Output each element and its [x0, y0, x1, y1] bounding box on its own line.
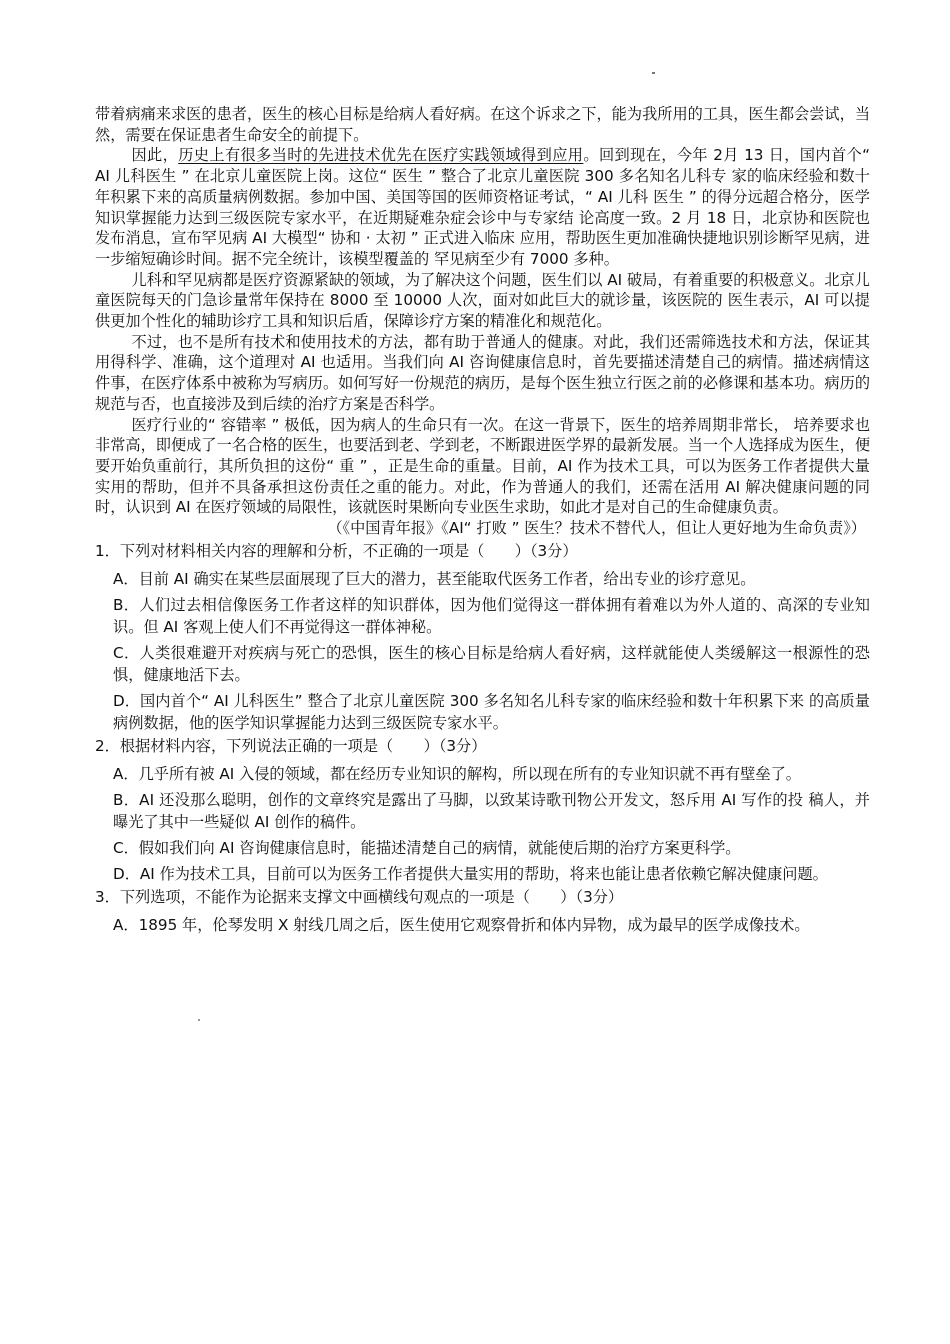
scan-mark — [198, 1019, 200, 1021]
paragraph-4: 不过，也不是所有技术和使用技术的方法，都有助于普通人的健康。对此，我们还需筛选技术和方法，保证其用得科学、准确，这个道理对 AI 也适用。当我们向 AI 咨询健康信息时，首先要描述清楚自己的病情。描述病情这件事，在医疗体系中被称为写病历。如何写好一份规范的病历，是每个医生独立行医之前的必修课和基本功。病历的规范与否，也直接涉及到后续的治疗方案是否科学。 — [95, 332, 870, 413]
question-2-option-b: B．AI 还没那么聪明，创作的文章终究是露出了马脚，以致某诗歌刊物公开发文，怒斥用 AI 写作的投 稿人，并曝光了其中一些疑似 AI 创作的稿件。 — [113, 790, 870, 831]
question-2-option-d: D．AI 作为技术工具，目前可以为医务工作者提供大量实用的帮助，将来也能让患者依赖它解决健康问题。 — [113, 864, 828, 883]
question-3-stem: 3．下列选项，不能作为论据来支撑文中画横线句观点的一项是（ ）（3分） — [95, 887, 624, 906]
paragraph-3: 儿科和罕见病都是医疗资源紧缺的领域，为了解决这个问题，医生们以 AI 破局，有着重要的积极意义。北京儿童医院每天的门急诊量常年保持在 8000 至 10000 人次，面对如此巨大的就诊量，该医院的 医生表示，AI 可以提供更加个性化的辅助诊疗工具和知识后盾，保障诊疗方案的精准化和规范化。 — [95, 270, 870, 331]
question-1-option-c: C．人类很难避开对疾病与死亡的恐惧，医生的核心目标是给病人看好病，这样就能使人类缓解这一根源性的恐惧，健康地活下去。 — [113, 643, 870, 684]
article-source: （《中国青年报》《AI“ 打败 ” 医生？技术不替代人，但让人更好地为生命负责》） — [327, 519, 866, 538]
question-1-option-b: B．人们过去相信像医务工作者这样的知识群体，因为他们觉得这一群体拥有着难以为外人道的、高深的专业知识。但 AI 客观上使人们不再觉得这一群体神秘。 — [113, 595, 870, 636]
paragraph-2 — [95, 145, 870, 269]
question-1-stem: 1．下列对材料相关内容的理解和分析，不正确的一项是（ ）（3分） — [95, 541, 578, 560]
paragraph-2-rest: 。回到现在，今年 2月 13 日，国内首个“ AI 儿科医生 ” 在北京儿童医院上岗。这位“ 医生 ” 整合了北京儿童医院 300 多名知名儿科专 家的临床经验和数十年积累下来的高质量病例数据。参加中国、美国等国的医师资格证考试，“ AI 儿科 医生 ” 的得分远超合格分，医学知识掌握能力达到三级医院专家水平，在近期疑难杂症会诊中与专家结 论高度一致。2 月 18 日，北京协和医院也发布消息，宣布罕见病 AI 大模型“ 协和 · 太初 ” 正式进入临床 应用，帮助医生更加准确快捷地识别诊断罕见病，进一步缩短确诊时间。据不完全统计，该模型覆盖的 罕见病至少有 7000 多种。 — [95, 146, 871, 268]
scan-mark — [652, 72, 655, 74]
question-2-option-c: C．假如我们向 AI 咨询健康信息时，能描述清楚自己的病情，就能使后期的治疗方案更科学。 — [113, 838, 741, 857]
paragraph-1: 带着病痛来求医的患者，医生的核心目标是给病人看好病。在这个诉求之下，能为我所用的工具，医生都会尝试，当然，需要在保证患者生命安全的前提下。 — [95, 105, 870, 144]
paragraph-2-lead: 因此， — [131, 146, 179, 165]
underlined-sentence: 历史上有很多当时的先进技术优先在医疗实践领域得到应用 — [178, 146, 584, 165]
question-1-option-a: A．目前 AI 确实在某些层面展现了巨大的潜力，甚至能取代医务工作者，给出专业的诊疗意见。 — [113, 569, 756, 588]
question-2-stem: 2．根据材料内容，下列说法正确的一项是（ ）（3分） — [95, 736, 487, 755]
question-3-option-a: A．1895 年，伦琴发明 X 射线几周之后，医生使用它观察骨折和体内异物，成为最早的医学成像技术。 — [113, 915, 810, 934]
article-body — [95, 104, 870, 936]
question-2-option-a: A．几乎所有被 AI 入侵的领域，都在经历专业知识的解构，所以现在所有的专业知识就不再有壁垒了。 — [113, 764, 801, 783]
question-1-option-d: D．国内首个“ AI 儿科医生” 整合了北京儿童医院 300 多名知名儿科专家的临床经验和数十年积累下来 的高质量病例数据，他的医学知识掌握能力达到三级医院专家水平。 — [113, 691, 870, 732]
paragraph-5: 医疗行业的“ 容错率 ” 极低，因为病人的生命只有一次。在这一背景下，医生的培养周期非常长， 培养要求也非常高，即便成了一名合格的医生，也要活到老、学到老，不断跟进医学界的最新发展。当一个人选择成为医生，便要开始负重前行，其所负担的这份“ 重 ” ，正是生命的重量。目前，AI 作为技术工具，可以为医务工作者提供大量实用的帮助，但并不具备承担这份责任之重的能力。对此，作为普通人的我们，还需在活用 AI 解决健康问题的同时，认识到 AI 在医疗领域的局限性，该就医时果断向专业医生求助，如此才是对自己的生命健康负责。 — [95, 415, 871, 517]
